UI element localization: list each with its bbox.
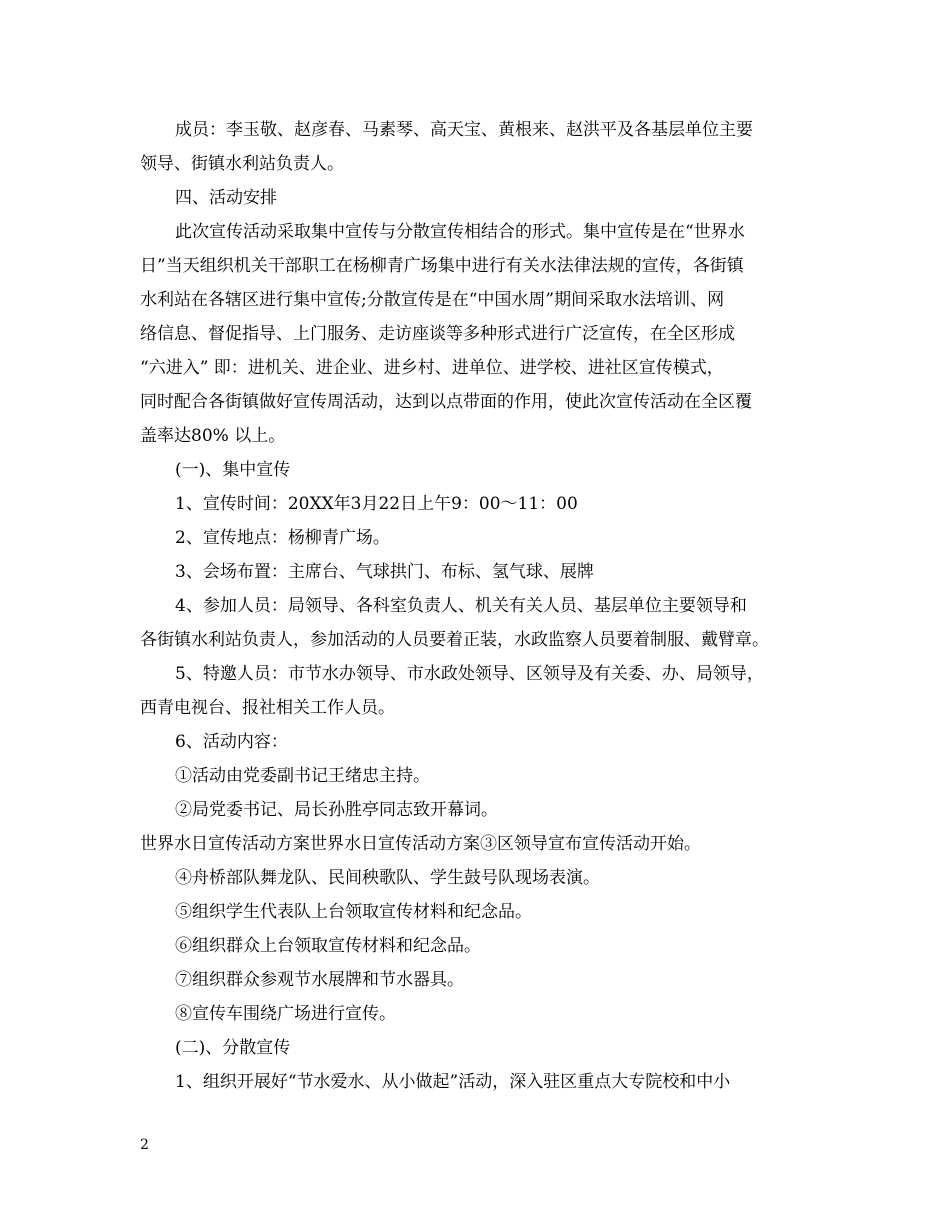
list-item-invited-guests (140, 657, 815, 725)
page-number: 2 (140, 1137, 149, 1153)
text-line: 1、宣传时间：20XX年3月22日上午9：00～11：00 (175, 494, 578, 514)
list-item-step-6 (140, 929, 815, 963)
text-line: 5、特邀人员：市节水办领导、市水政处领导、区领导及有关委、办、局领导， (175, 664, 764, 684)
text-line: ⑤组织学生代表队上台领取宣传材料和纪念品。 (175, 902, 532, 922)
text-line: 成员：李玉敬、赵彦春、马素琴、高天宝、黄根来、赵洪平及各基层单位主要 (175, 120, 753, 140)
text-line: 日”当天组织机关干部职工在杨柳青广场集中进行有关水法律法规的宣传，各街镇 (140, 256, 744, 276)
text-line: 络信息、督促指导、上门服务、走访座谈等多种形式进行广泛宣传，在全区形成 (140, 324, 735, 344)
text-line: (二)、分散宣传 (175, 1038, 291, 1058)
text-line: 此次宣传活动采取集中宣传与分散宣传相结合的形式。集中宣传是在“世界水 (175, 222, 745, 242)
list-item-step-8 (140, 997, 815, 1031)
text-line: 水利站在各辖区进行集中宣传;分散宣传是在“中国水周”期间采取水法培训、网 (140, 290, 725, 310)
subsection-heading-distributed (140, 1031, 815, 1065)
list-item-step-5 (140, 895, 815, 929)
list-item-time (140, 487, 815, 521)
list-item-step-7 (140, 963, 815, 997)
text-line: 四、活动安排 (175, 188, 277, 208)
list-item-venue-setup (140, 555, 815, 589)
list-item-step-2 (140, 793, 815, 827)
text-line: ②局党委书记、局长孙胜亭同志致开幕词。 (175, 800, 498, 820)
text-line: ⑧宣传车围绕广场进行宣传。 (175, 1004, 396, 1024)
text-line: 6、活动内容： (175, 732, 288, 752)
text-line: 2、宣传地点：杨柳青广场。 (175, 528, 390, 548)
list-item-distributed-1 (140, 1065, 815, 1099)
paragraph-members (140, 113, 815, 181)
text-line: ④舟桥部队舞龙队、民间秧歌队、学生鼓号队现场表演。 (175, 868, 600, 888)
text-line: 世界水日宣传活动方案世界水日宣传活动方案③区领导宣布宣传活动开始。 (140, 834, 701, 854)
list-item-activity-content (140, 725, 815, 759)
document-body (140, 113, 815, 1099)
text-line: 各街镇水利站负责人，参加活动的人员要着正装，水政监察人员要着制服、戴臂章。 (140, 630, 769, 650)
text-line: 3、会场布置：主席台、气球拱门、布标、氢气球、展牌 (175, 562, 594, 582)
list-item-step-4 (140, 861, 815, 895)
text-line: “六进入” 即：进机关、进企业、进乡村、进单位、进学校、进社区宣传模式， (140, 358, 724, 378)
text-line: 盖率达80% 以上。 (140, 426, 286, 446)
text-line: ①活动由党委副书记王绪忠主持。 (175, 766, 430, 786)
text-line: 1、组织开展好“节水爱水、从小做起”活动，深入驻区重点大专院校和中小 (175, 1072, 731, 1092)
list-item-step-3 (140, 827, 815, 861)
text-line: ⑥组织群众上台领取宣传材料和纪念品。 (175, 936, 481, 956)
list-item-location (140, 521, 815, 555)
text-line: 西青电视台、报社相关工作人员。 (140, 698, 395, 718)
text-line: ⑦组织群众参观节水展牌和节水器具。 (175, 970, 464, 990)
subsection-heading-centralized (140, 453, 815, 487)
text-line: 同时配合各街镇做好宣传周活动，达到以点带面的作用，使此次宣传活动在全区覆 (140, 392, 752, 412)
text-line: (一)、集中宣传 (175, 460, 291, 480)
text-line: 领导、街镇水利站负责人。 (140, 154, 344, 174)
text-line: 4、参加人员：局领导、各科室负责人、机关有关人员、基层单位主要领导和 (175, 596, 747, 616)
paragraph-activity-form (140, 215, 815, 453)
section-heading-activity-arrangement (140, 181, 815, 215)
list-item-step-1 (140, 759, 815, 793)
list-item-participants (140, 589, 815, 657)
